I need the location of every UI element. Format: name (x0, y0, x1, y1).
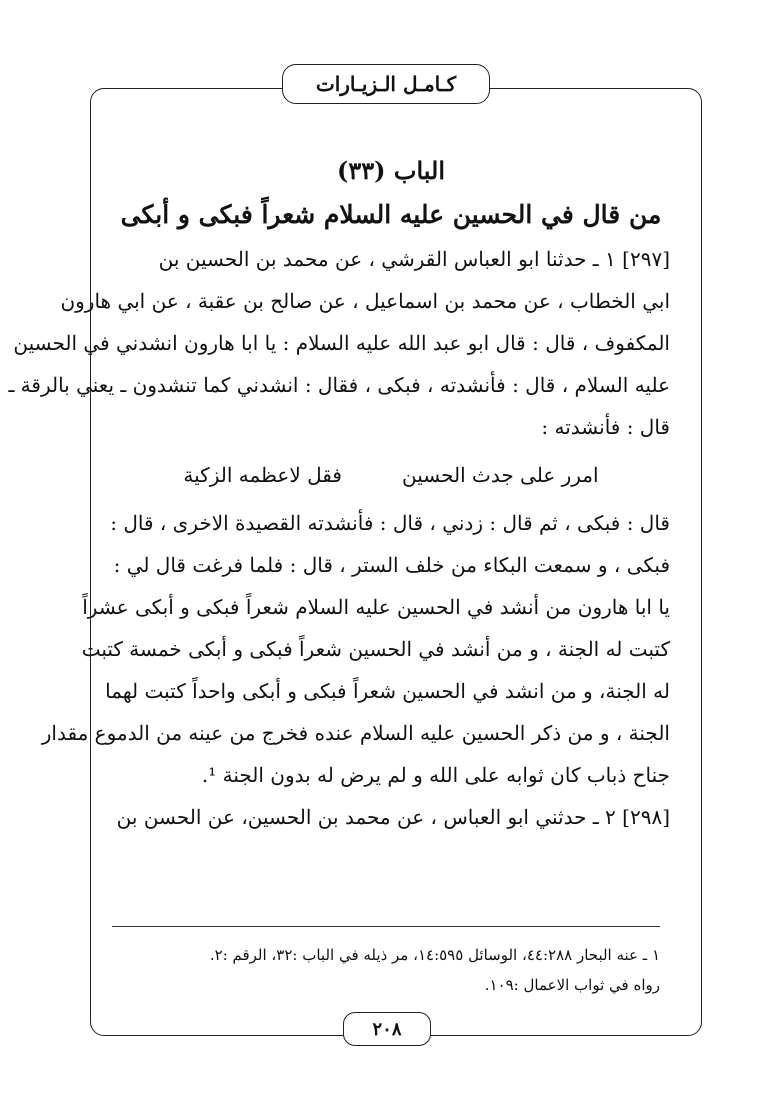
text-line: عليه السلام ، قال : فأنشدته ، فبكى ، فقال : انشدني كما تنشدون ـ يعني بالرقة ـ (8, 373, 670, 397)
text-line: جناح ذباب كان ثوابه على الله و لم يرض له بدون الجنة ¹. (201, 763, 670, 787)
text-line: يا ابا هارون من أنشد في الحسين عليه السلام شعراً فبكى و أبكى عشراً (82, 595, 670, 619)
paragraph-imam-speech (41, 586, 670, 796)
page-body (8, 150, 670, 838)
text-line: له الجنة، و من انشد في الحسين شعراً فبكى و أبكى واحداً كتبت لهما (105, 679, 670, 703)
footnote-1-continued: رواه في ثواب الاعمال :١٠٩. (484, 976, 660, 994)
verse-second-hemistich: فقل لاعظمه الزكية (183, 463, 342, 487)
paragraph-hadith-298 (112, 796, 670, 838)
text-line: [٢٩٧] ١ ـ حدثنا ابو العباس القرشي ، عن محمد بن الحسين بن (158, 247, 670, 271)
text-line: [٢٩٨] ٢ ـ حدثني ابو العباس ، عن محمد بن الحسين، عن الحسن بن (116, 805, 670, 829)
footnote-1: ١ ـ عنه البحار ٤٤:٢٨٨، الوسائل ١٤:٥٩٥، مر ذيله في الباب :٣٢، الرقم :٢. (209, 946, 660, 964)
text-line: ابي الخطاب ، عن محمد بن اسماعيل ، عن صالح بن عقبة ، عن ابي هارون (60, 289, 670, 313)
text-line: قال : فبكى ، ثم قال : زدني ، قال : فأنشدته القصيدة الاخرى ، قال : (110, 511, 670, 535)
text-line: الجنة ، و من ذكر الحسين عليه السلام عنده فخرج من عينه من الدموع مقدار (41, 721, 670, 745)
running-header (282, 64, 490, 104)
text-line: كتبت له الجنة ، و من أنشد في الحسين شعراً فبكى و أبكى خمسة كتبت (81, 637, 670, 661)
page-number-box (343, 1012, 431, 1046)
text-line: فبكى ، و سمعت البكاء من خلف الستر ، قال : فلما فرغت قال لي : (113, 553, 670, 577)
chapter-title: الباب (٣٣) (337, 156, 445, 185)
page-number: ٢٠٨ (372, 1018, 402, 1040)
footnotes (112, 940, 660, 1000)
text-line: المكفوف ، قال : قال ابو عبد الله عليه السلام : يا ابا هارون انشدني في الحسين (13, 331, 670, 355)
footnote-divider (112, 926, 660, 927)
chapter-subtitle: من قال في الحسين عليه السلام شعراً فبكى و أبكى (120, 200, 662, 229)
poem-verse (112, 448, 670, 502)
text-line: قال : فأنشدته : (541, 415, 670, 439)
book-title: كـامـل الـزيـارات (315, 72, 457, 96)
verse-first-hemistich: امرر على جدث الحسين (401, 463, 599, 487)
paragraph-continuation (112, 502, 670, 586)
paragraph-hadith-297 (8, 238, 670, 448)
